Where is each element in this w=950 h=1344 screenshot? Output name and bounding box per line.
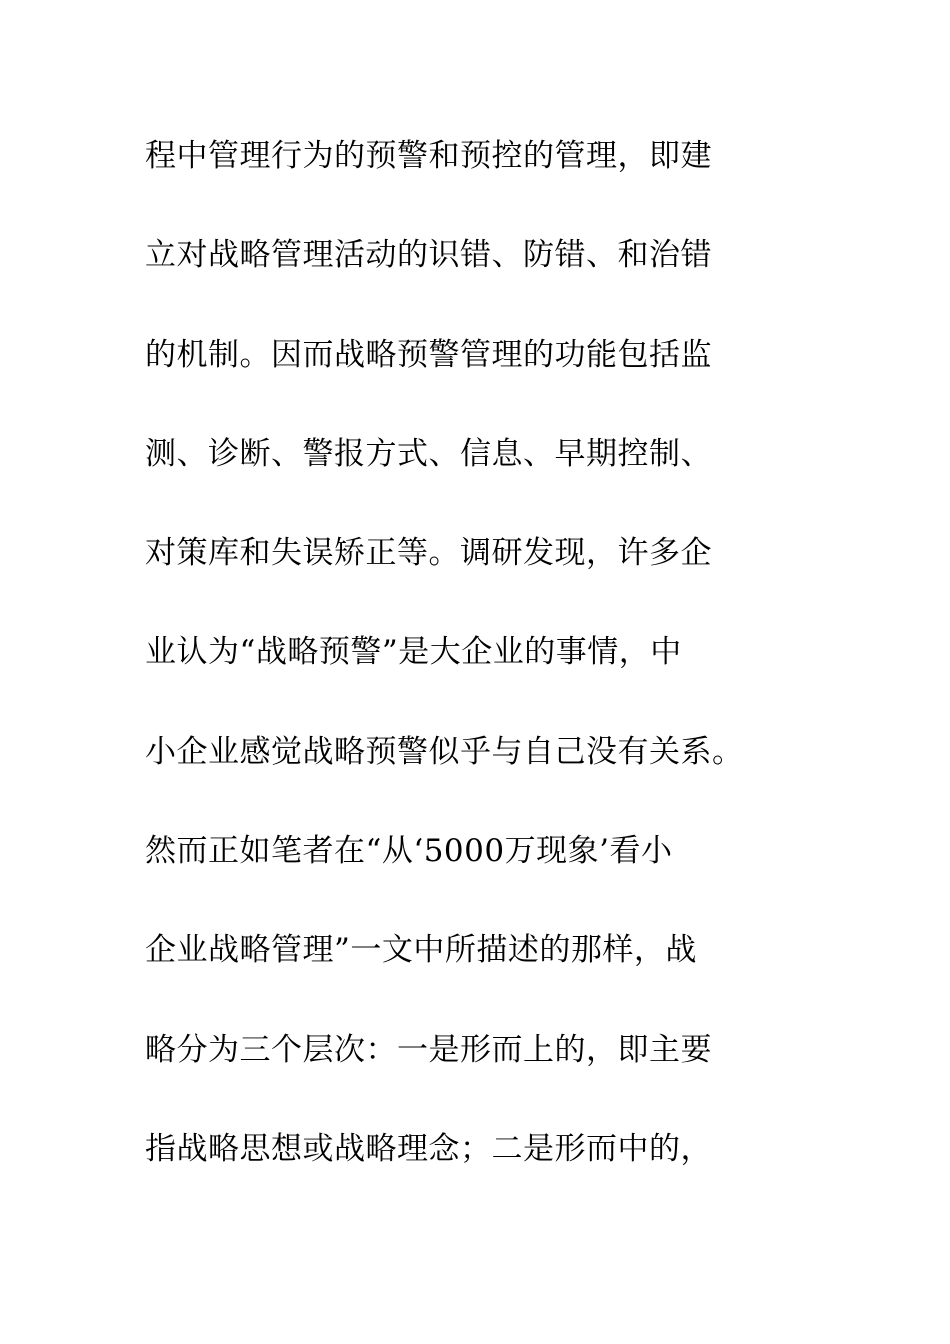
text-line: 小企业感觉战略预警似乎与自己没有关系。 [145,733,744,770]
text-line: 对策库和失误矫正等。调研发现，许多企 [145,535,712,572]
text-line: 企业战略管理”一文中所描述的那样，战 [145,932,697,969]
text-line: 指战略思想或战略理念；二是形而中的， [145,1130,712,1167]
text-line: 程中管理行为的预警和预控的管理，即建 [145,138,712,174]
text-line: 立对战略管理活动的识错、防错、和治错 [145,237,712,274]
text-line: 略分为三个层次：一是形而上的，即主要 [145,1031,712,1068]
text-line: 业认为“战略预警”是大企业的事情，中 [145,634,682,671]
body-paragraph [145,124,805,1216]
text-line: 然而正如笔者在“从‘5000万现象’看小 [145,833,673,870]
text-line: 测、诊断、警报方式、信息、早期控制、 [145,435,712,472]
text-line: 的机制。因而战略预警管理的功能包括监 [145,336,712,373]
